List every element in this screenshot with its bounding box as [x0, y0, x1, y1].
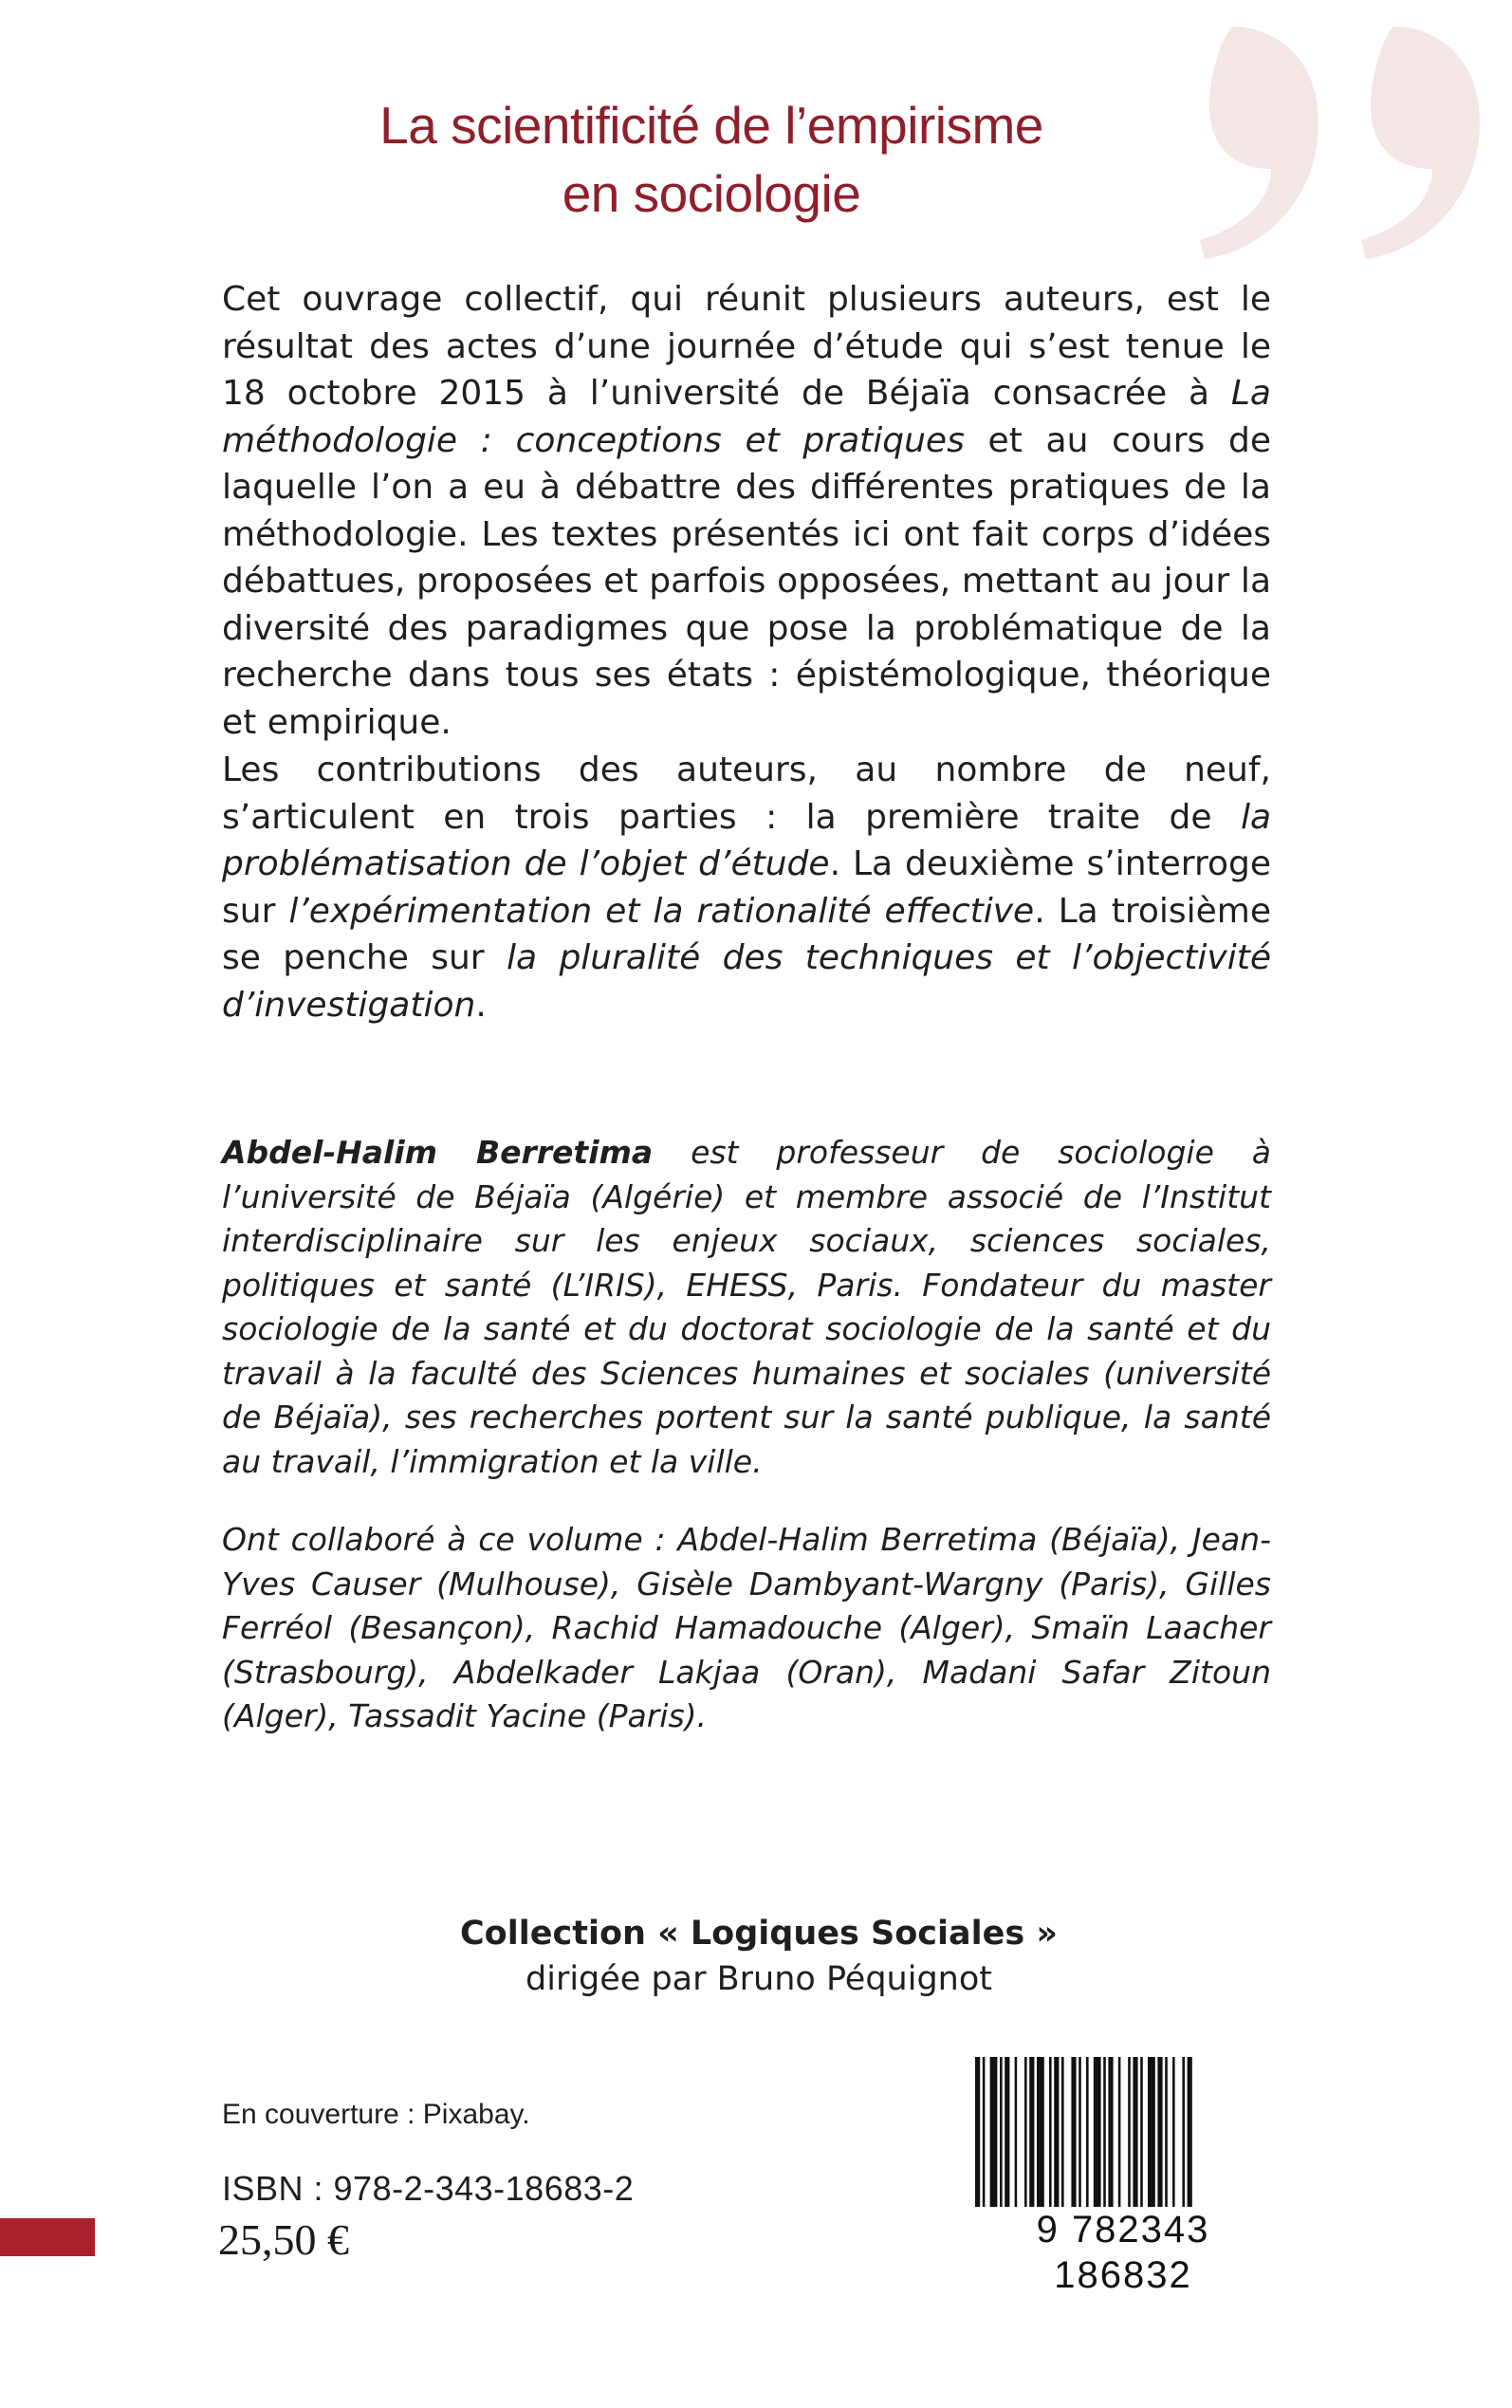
summary-emphasis: La méthodologie : conceptions et pratiques — [222, 374, 1271, 460]
contributors-list: Ont collaboré à ce volume : Abdel-Halim Berretima (Béjaïa), Jean-Yves Causer (Mulhouse), Gisèle Dambyant-Wargny (Paris), Gilles Ferréol (Besançon), Rachid Hamadouche (Alger), Smaïn Laacher (Strasbourg), Abdelkader Lakjaa (Oran), Madani Safar Zitoun (Alger), Tassadit Yacine (Paris). — [222, 1521, 1271, 1734]
cover-credit: En couverture : Pixabay. — [222, 2099, 530, 2130]
author-name: Abdel-Halim Berretima — [222, 1134, 654, 1171]
author-bio-text: est professeur de sociologie à l’université de Béjaïa (Algérie) et membre associé de l’Institut interdisciplinaire sur les enjeux sociaux, sciences sociales, politiques et santé (L’IRIS), EHESS, Paris. Fondateur du master sociologie de la santé et du doctorat sociologie de la santé et du travail à la faculté des Sciences humaines et sociales (université de Béjaïa), ses recherches portent sur la santé publique, la santé au travail, l’immigration et la ville. — [222, 1134, 1271, 1480]
barcode-bar — [1118, 2057, 1121, 2209]
barcode-bar — [1054, 2057, 1059, 2209]
barcode-bar — [1140, 2057, 1143, 2209]
barcode-bar — [1108, 2057, 1113, 2209]
author-bio — [222, 1131, 1271, 1484]
summary-emphasis: la problématisation de l’objet d’étude — [222, 797, 1271, 883]
book-title-line2: en sociologie — [562, 164, 861, 223]
barcode-bar — [1157, 2057, 1162, 2209]
barcode-bar — [1094, 2057, 1101, 2209]
barcode-bar — [1086, 2057, 1089, 2209]
barcode-bar — [1000, 2057, 1003, 2209]
summary-text: Cet ouvrage collectif, qui réunit plusieurs auteurs, est le résultat des actes d’une journée d’étude qui s’est tenue le 18 octobre 2015 à l’université de Béjaïa consacrée à — [222, 280, 1271, 413]
barcode-bar — [1061, 2057, 1064, 2209]
barcode-bar — [1133, 2057, 1137, 2209]
barcode-bar — [1015, 2057, 1018, 2209]
barcode-bar — [1071, 2057, 1076, 2209]
collection-info — [285, 1911, 1233, 2002]
barcode-digits: 9 782343 186832 — [971, 2207, 1275, 2298]
summary-text: . — [475, 985, 487, 1025]
summary-text: . La troisième se penche sur — [222, 891, 1271, 977]
barcode-bar — [1029, 2057, 1034, 2209]
barcode-bar — [1128, 2057, 1131, 2209]
barcode-bar — [1172, 2057, 1175, 2209]
price: 25,50 € — [218, 2215, 349, 2264]
barcode-bar — [1148, 2057, 1155, 2209]
collection-director: dirigée par Bruno Péquignot — [526, 1960, 992, 1998]
barcode-bar — [1005, 2057, 1009, 2209]
quote-marks-icon — [1176, 17, 1499, 264]
barcode-bar — [1024, 2057, 1027, 2209]
barcode-bar — [990, 2057, 998, 2209]
summary-paragraph-2 — [222, 747, 1271, 1028]
barcode-bar — [1079, 2057, 1081, 2209]
barcode-bar — [1103, 2057, 1106, 2209]
collection-name: Collection « Logiques Sociales » — [460, 1915, 1058, 1953]
summary-text: et au cours de laquelle l’on a eu à débattre des différentes pratiques de la méthodologie. Les textes présentés ici ont fait corps d’idées débattues, proposées et parfois opposées, mettant au jour la diversité des paradigmes que pose la problématique de la recherche dans tous ses états : épistémologique, théorique et empirique. — [222, 420, 1271, 742]
summary-emphasis: l’expérimentation et la rationalité effective — [288, 891, 1035, 931]
barcode-bar — [1182, 2057, 1185, 2209]
isbn: ISBN : 978-2-343-18683-2 — [222, 2169, 635, 2208]
red-accent-bar — [0, 2218, 95, 2256]
summary-text: . La deuxième s’interroge sur — [222, 844, 1271, 931]
book-title — [237, 91, 1186, 228]
barcode-bar — [1049, 2057, 1052, 2209]
summary-paragraph-1 — [222, 276, 1271, 746]
summary-text: Les contributions des auteurs, au nombre de neuf, s’articulent en trois parties : la première traite de — [222, 750, 1271, 837]
barcode-bar — [1037, 2057, 1044, 2209]
barcode-bar — [1165, 2057, 1168, 2209]
book-title-line1: La scientificité de l’empirisme — [379, 96, 1043, 155]
summary-emphasis: la pluralité des techniques et l’objectivité d’investigation — [222, 938, 1271, 1025]
